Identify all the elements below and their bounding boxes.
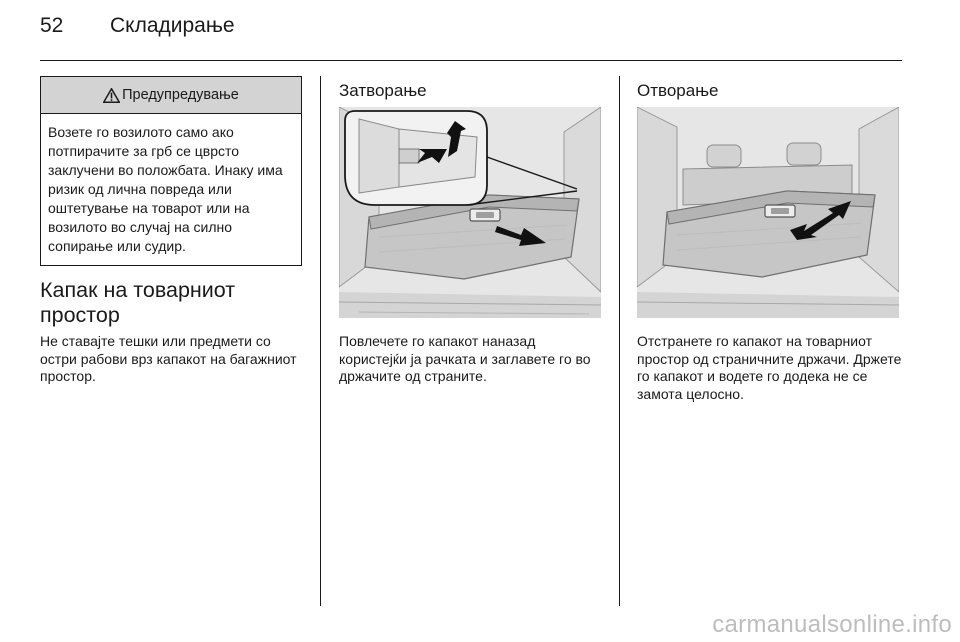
closing-illustration bbox=[339, 107, 601, 318]
closing-column bbox=[339, 76, 604, 385]
warning-title: Предупредување bbox=[122, 87, 239, 103]
page-title: Складирање bbox=[110, 14, 235, 37]
opening-heading: Отворање bbox=[637, 81, 719, 100]
opening-illustration bbox=[637, 107, 899, 318]
cover-heading: Капак на товарниот простор bbox=[40, 278, 236, 327]
left-column bbox=[40, 76, 302, 386]
closing-heading: Затворање bbox=[339, 81, 427, 100]
warning-header bbox=[41, 77, 301, 114]
opening-column bbox=[637, 76, 902, 402]
page-header bbox=[40, 14, 920, 50]
cover-text: Не ставајте тешки или предмети со остри рабови врз капакот на багажниот простор. bbox=[40, 333, 297, 384]
page-number: 52 bbox=[40, 14, 64, 37]
column-divider bbox=[320, 76, 321, 606]
header-divider bbox=[40, 60, 902, 61]
opening-caption: Отстранете го капакот на товарниот простор од страничните држачи. Држете го капакот и водете го додека не се замота целосно. bbox=[637, 333, 902, 402]
warning-text: Возете го возилото само ако потпирачите за грб се цврсто заклучени во положбата. Инаку има ризик од лична повреда или оштетување на товарот или на возилото во случај на силно сопирање или судир. bbox=[48, 124, 283, 254]
column-divider bbox=[619, 76, 620, 606]
closing-caption: Повлечете го капакот наназад користејќи ја рачката и заглавете го во држачите од страните. bbox=[339, 333, 591, 385]
warning-triangle-icon bbox=[103, 88, 120, 103]
watermark: carmanualsonline.info bbox=[712, 611, 952, 638]
warning-box bbox=[40, 76, 302, 266]
